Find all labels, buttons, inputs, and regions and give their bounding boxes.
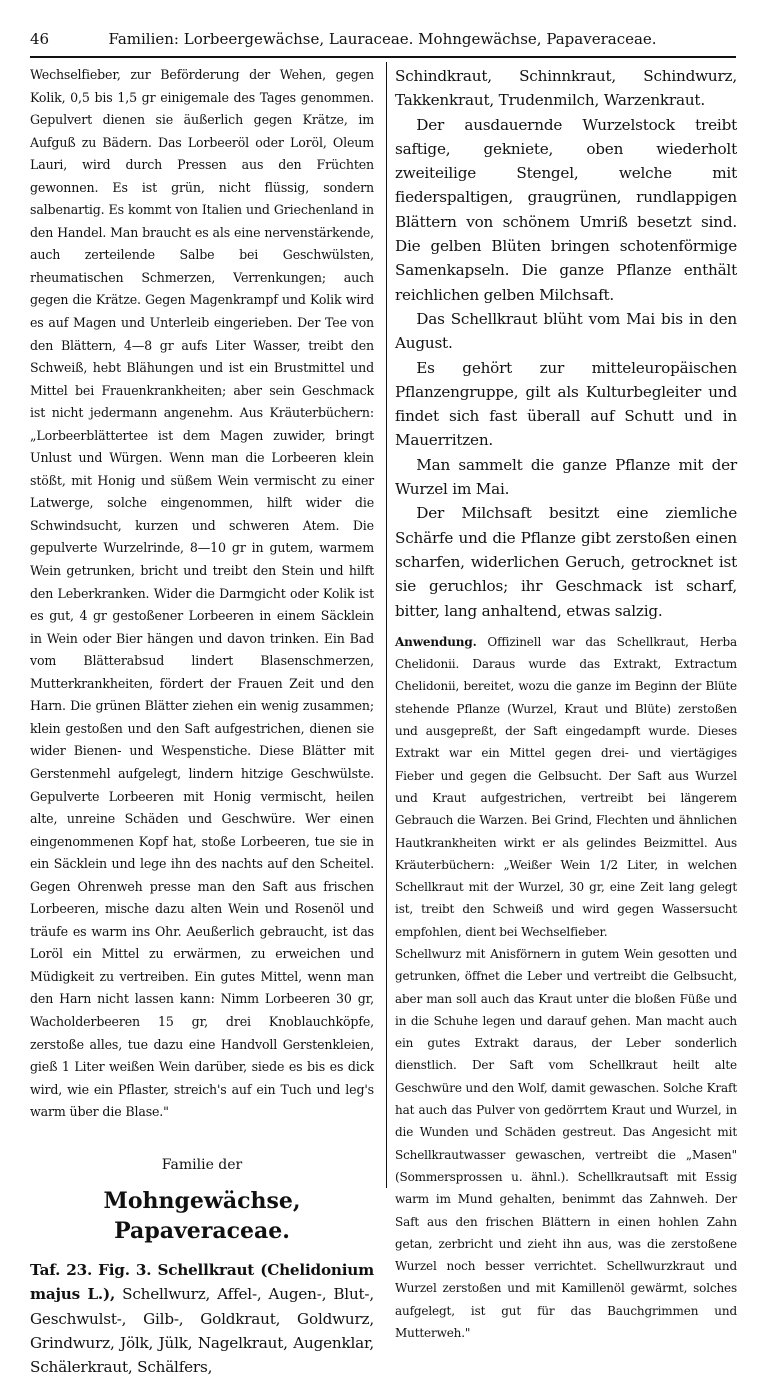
synonyms-text: Schellwurz, Affel-, Augen-, Blut-, Geschwulst-, Gilb-, Goldkraut, Goldwurz, Grindwurz, Jölk, Jülk, Nagelkraut, Augenklar, Schälerkraut, Schälfers, bbox=[30, 1285, 374, 1377]
use-paragraph bbox=[395, 631, 737, 943]
harvest-paragraph: Man sammelt die ganze Pflanze mit der Wurzel im Mai. bbox=[395, 455, 737, 499]
running-header bbox=[30, 30, 735, 54]
family-label: Familie der bbox=[161, 1156, 243, 1173]
description-paragraph: Der ausdauernde Wurzelstock treibt saftige, gekniete, oben wiederholt zweiteilige Stengel, welche mit fiederspaltigen, graugrünen, rundlappigen Blättern von schönem Umriß besetzt sind. Die gelben Blüten bringen schotenförmige Samenkapseln. Die ganze Pflanze enthält reichlichen gelben Milchsaft. bbox=[395, 115, 737, 304]
use-text: Offizinell war das Schellkraut, Herba Chelidonii. Daraus wurde das Extrakt, Extractum Chelidonii, bereitet, wozu die ganze im Beginn der Blüte stehende Pflanze (Wurzel, Kraut und Blüte) zerstoßen und ausgepreßt, der Saft eingedampft wurde. Dieses Extrakt war ein Mittel gegen drei- und viertägiges Fieber und gegen die Gelbsucht. Der Saft aus Wurzel und Kraut aufgestrichen, vertreibt bei längerem Gebrauch die Warzen. Bei Grind, Flechten und ähnlichen Hautkrankheiten wirkt er als gelindes Beizmittel. Aus Kräuterbüchern: „Weißer Wein 1/2 Liter, in welchen Schellkraut mit der Wurzel, 30 gr, eine Zeit lang gelegt ist, treibt den Schweiß und wird gegen Wassersucht empfohlen, dient bei Wechselfieber. bbox=[395, 634, 737, 939]
family-title: Mohngewächse, Papaveraceae. bbox=[103, 1187, 301, 1244]
use-label: Anwendung. bbox=[395, 634, 477, 649]
plate-label: Taf. 23. Fig. 3. Schellkraut (Chelidonium majus L.), bbox=[30, 1260, 374, 1304]
synonyms-continued: Schindkraut, Schinnkraut, Schindwurz, Takkenkraut, Trudenmilch, Warzenkraut. bbox=[395, 67, 737, 110]
flowering-paragraph: Das Schellkraut blüht vom Mai bis in den August. bbox=[395, 309, 737, 353]
plate-entry bbox=[30, 1258, 374, 1380]
page-number: 46 bbox=[30, 30, 50, 48]
column-divider bbox=[386, 62, 387, 1188]
left-column bbox=[30, 64, 374, 1377]
header-rule bbox=[30, 56, 736, 58]
habitat-paragraph: Es gehört zur mitteleuropäischen Pflanzengruppe, gilt als Kulturbegleiter und findet sich fast überall auf Schutt und in Mauerritzen. bbox=[395, 358, 737, 450]
properties-paragraph: Der Milchsaft besitzt eine ziemliche Schärfe und die Pflanze gibt zerstoßen einen scharfen, widerlichen Geruch, getrocknet ist sie geruchlos; ihr Geschmack ist scharf, bitter, lang anhaltend, etwas salzig. bbox=[395, 504, 737, 620]
right-column bbox=[395, 64, 737, 1341]
laurel-text: Wechselfieber, zur Beförderung der Wehen, gegen Kolik, 0,5 bis 1,5 gr einigemale des Tages genommen. Gepulvert dienen sie äußerlich gegen Krätze, im Aufguß zu Bädern. Das Lorbeeröl oder Loröl, Oleum Lauri, wird durch Pressen aus den Früchten gewonnen. Es ist grün, nicht flüssig, sondern salbenartig. Es kommt von Italien und Griechenland in den Handel. Man braucht es als eine nervenstärkende, auch zerteilende Salbe bei Geschwülsten, rheumatischen Schmerzen, Verrenkungen; auch gegen die Krätze. Gegen Magenkrampf und Kolik wird es auf Magen und Unterleib eingerieben. Der Tee von den Blättern, 4—8 gr aufs Liter Wasser, treibt den Schweiß, hebt Blähungen und ist ein Brustmittel und Mittel bei Frauenkrankheiten; aber sein Geschmack ist nicht jedermann angenehm. Aus Kräuterbüchern: „Lorbeerblättertee ist dem Magen zuwider, bringt Unlust und Würgen. Wenn man die Lorbeeren klein stößt, mit Honig und süßem Wein vermischt zu einer Latwerge, solche eingenommen, hilft wider die Schwindsucht, kurzen und schweren Atem. Die gepulverte Wurzelrinde, 8—10 gr in gutem, warmem Wein getrunken, bricht und treibt den Stein und hilft den Leberkranken. Wider die Darmgicht oder Kolik ist es gut, 4 gr gestoßener Lorbeeren in einem Säcklein in Wein oder Bier hängen und davon trinken. Ein Bad vom Blätterabsud lindert Blasenschmerzen, Mutterkrankheiten, fördert der Frauen Zeit und den Harn. Die grünen Blätter ziehen ein wenig zusammen; klein gestoßen und den Saft aufgestrichen, dienen sie wider Bienen- und Wespenstiche. Diese Blätter mit Gerstenmehl aufgelegt, lindern hitzige Geschwülste. Gepulverte Lorbeeren mit Honig vermischt, heilen alte, unreine Schäden und Geschwüre. Wer einen eingenommenen Kopf hat, stoße Lorbeeren, tue sie in ein Säcklein und lege ihn des nachts auf den Scheitel. Gegen Ohrenweh presse man den Saft aus frischen Lorbeeren, mische dazu alten Wein und Rosenöl und träufe es warm ins Ohr. Aeußerlich gebraucht, ist das Loröl ein Mittel zu erwärmen, zu erweichen und Müdigkeit zu vertreiben. Ein gutes Mittel, wenn man den Harn nicht lassen kann: Nimm Lorbeeren 30 gr, Wacholderbeeren 15 gr, drei Knoblauchköpfe, zerstoße alles, tue dazu eine Handvoll Gerstenkleien, gieß 1 Liter weißen Wein darüber, siede es bis es dick wird, wie ein Pflaster, streich's auf ein Tuch und leg's warm über die Blase." bbox=[30, 67, 374, 1120]
use-paragraph-continued: Schellwurz mit Anisförnern in gutem Wein gesotten und getrunken, öffnet die Leber und vertreibt die Gelbsucht, aber man soll auch das Kraut unter die bloßen Füße und in die Schuhe legen und darauf gehen. Man macht auch ein gutes Extrakt daraus, der Leber sonderlich dienstlich. Der Saft vom Schellkraut heilt alte Geschwüre und den Wolf, damit gewaschen. Solche Kraft hat auch das Pulver von gedörrtem Kraut und Wurzel, in die Wunden und Schäden gestreut. Das Angesicht mit Schellkrautwasser gewaschen, vertreibt die „Masen" (Sommersprossen u. ähnl.). Schellkrautsaft mit Essig warm im Mund gehalten, benimmt das Zahnweh. Der Saft aus den frischen Blättern in einen hohlen Zahn getan, zerbricht und zieht ihn aus, was die zerstoßene Wurzel noch besser verrichtet. Schellwurzkraut und Wurzel zerstoßen und mit Kamillenöl gewärmt, solches aufgelegt, ist gut für das Bauchgrimmen und Mutterweh." bbox=[395, 946, 737, 1341]
header-title: Familien: Lorbeergewächse, Lauraceae. Mohngewächse, Papaveraceae. bbox=[108, 30, 657, 48]
